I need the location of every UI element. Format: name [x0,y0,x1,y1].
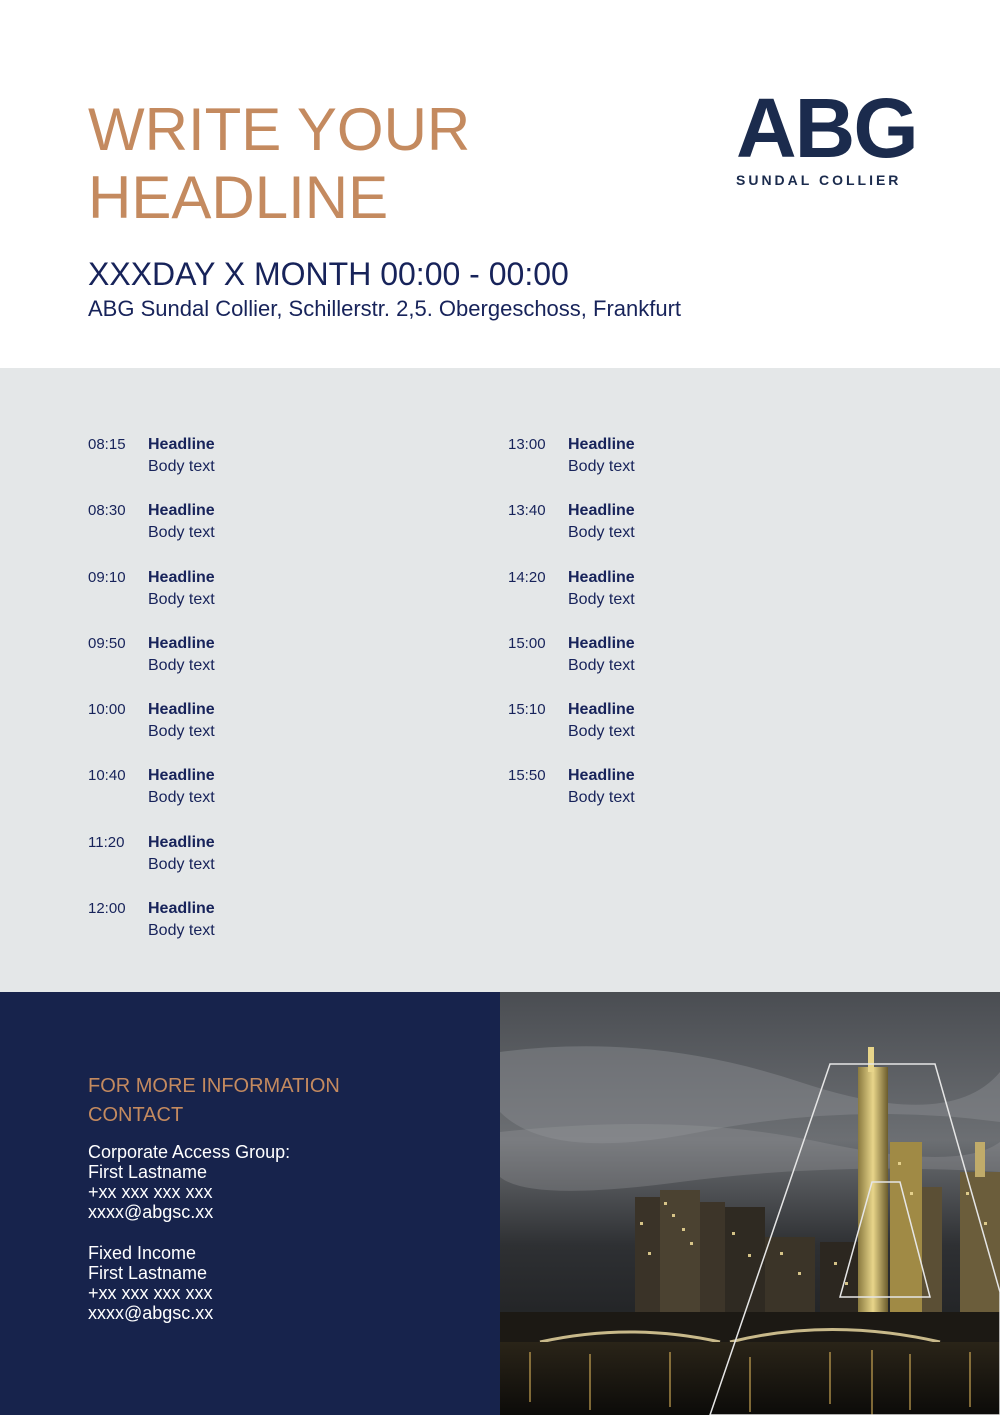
contact-panel [0,992,500,1415]
agenda-time: 13:00 [508,436,546,453]
logo-mark: ABG [736,81,917,175]
contact-email: xxxx@abgsc.xx [88,1303,214,1323]
agenda-time: 15:50 [508,767,546,785]
event-location: ABG Sundal Collier, Schillerstr. 2,5. Obergeschoss, Frankfurt [88,296,682,321]
agenda-headline: Headline [148,568,215,586]
page-headline [88,96,470,232]
agenda-time: 15:10 [508,701,546,719]
agenda-headline: Headline [148,833,215,851]
contact-heading-line-2: CONTACT [88,1104,184,1126]
agenda-headline: Headline [148,767,215,785]
agenda-body: Body text [148,855,215,873]
agenda-body: Body text [148,524,215,542]
contact-heading-line-1: FOR MORE INFORMATION [88,1075,340,1097]
contact-group-corporate-access [88,1142,290,1222]
agenda-body: Body text [568,590,635,608]
abg-logo [736,81,917,188]
agenda-time: 14:20 [508,568,546,586]
contact-email: xxxx@abgsc.xx [88,1202,214,1222]
agenda-headline: Headline [148,502,215,520]
agenda-headline: Headline [568,634,635,652]
agenda-headline: Headline [568,436,635,453]
contact-phone: +xx xxx xxx xxx [88,1283,213,1303]
agenda-headline: Headline [568,568,635,586]
agenda-headline: Headline [148,436,215,453]
agenda-time: 11:20 [88,833,125,851]
logo-subtitle: SUNDAL COLLIER [736,172,902,188]
agenda-time: 10:00 [88,701,126,719]
header-section [0,0,1000,368]
agenda-body: Body text [148,458,215,475]
agenda-time: 10:40 [88,767,126,785]
skyline-photo [500,992,1000,1415]
agenda-body: Body text [148,922,215,940]
agenda-body: Body text [568,789,635,807]
agenda-body: Body text [568,524,635,542]
frankfurt-skyline-image [500,992,1000,1415]
agenda-body: Body text [148,723,215,741]
agenda-headline: Headline [568,701,635,719]
headline-line-2: HEADLINE [88,164,389,231]
agenda-body: Body text [148,590,215,608]
footer-section [0,992,1000,1415]
agenda-headline: Headline [148,634,215,652]
agenda-section [0,368,1000,992]
contact-name: First Lastname [88,1162,208,1182]
agenda-body: Body text [148,789,215,807]
contact-department: Fixed Income [88,1243,197,1263]
contact-phone: +xx xxx xxx xxx [88,1182,213,1202]
headline-line-1: WRITE YOUR [88,96,471,163]
agenda-headline: Headline [568,767,635,785]
contact-name: First Lastname [88,1263,208,1283]
agenda-time: 08:30 [88,502,126,520]
agenda-time: 15:00 [508,634,546,652]
agenda-time: 12:00 [88,900,126,918]
agenda-time: 09:50 [88,634,126,652]
event-date-time: XXXDAY X MONTH 00:00 - 00:00 [88,256,569,292]
contact-group-fixed-income [88,1243,213,1323]
agenda-headline: Headline [148,900,215,918]
agenda-body: Body text [568,458,635,475]
agenda-time: 08:15 [88,436,126,453]
agenda-body: Body text [148,656,215,674]
agenda-headline: Headline [148,701,215,719]
agenda-body: Body text [568,723,635,741]
agenda-body: Body text [568,656,635,674]
contact-heading [88,1072,340,1130]
agenda-time: 09:10 [88,568,126,586]
contact-department: Corporate Access Group: [88,1142,291,1162]
agenda-time: 13:40 [508,502,546,520]
agenda-headline: Headline [568,502,635,520]
